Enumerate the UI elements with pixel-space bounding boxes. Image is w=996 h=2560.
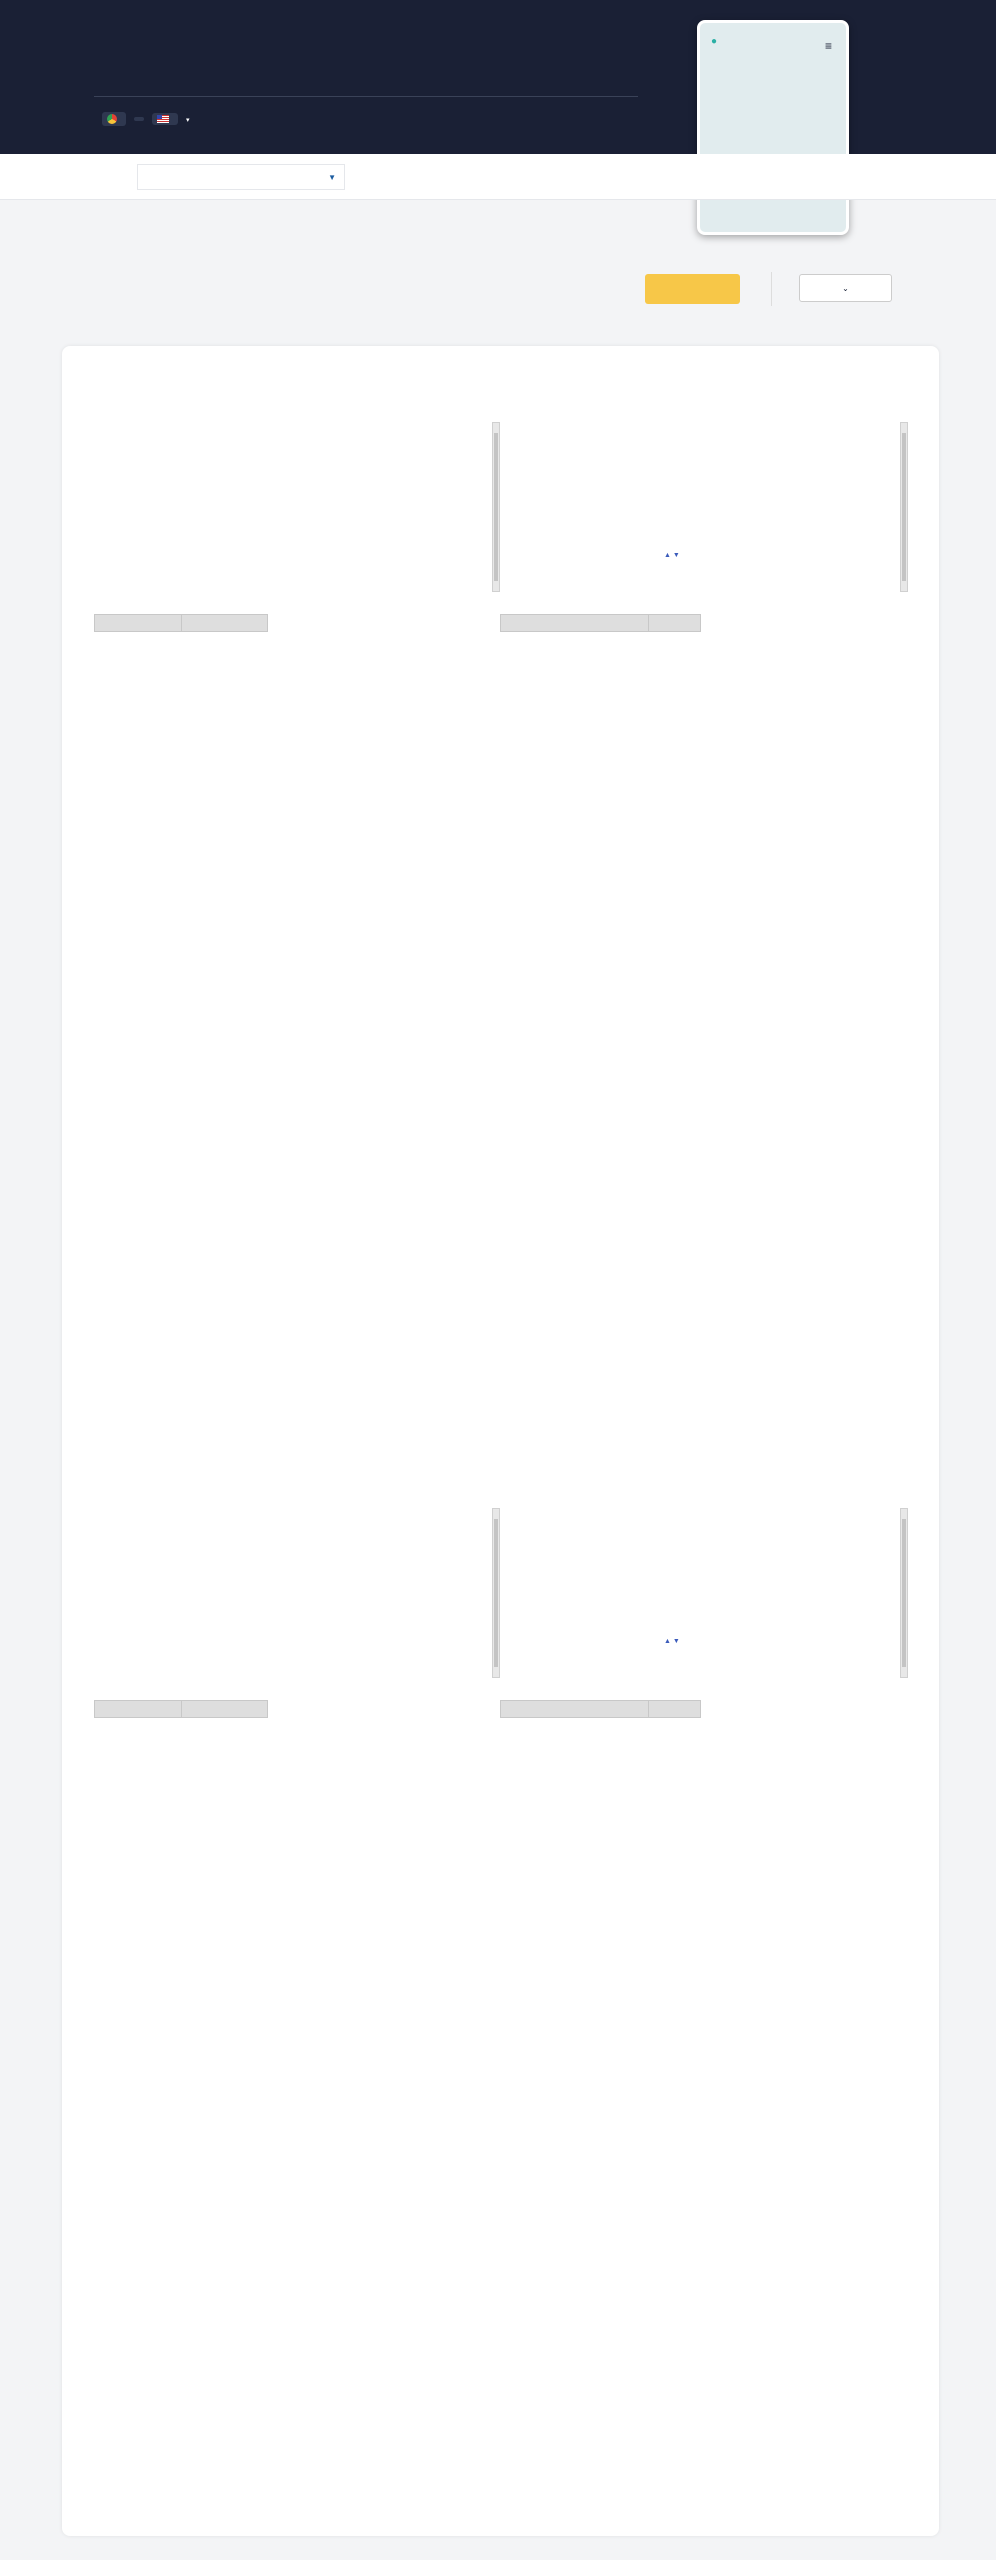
proc-category-table — [94, 614, 268, 632]
proc-scrollbar-left[interactable] — [492, 422, 500, 592]
chrome-icon — [107, 114, 117, 124]
proc-evt-pie — [550, 450, 660, 560]
hamburger-icon: ≡ — [824, 39, 832, 53]
toolbar-divider — [771, 272, 772, 306]
view-bar — [0, 154, 996, 200]
chevron-down-icon: ▾ — [186, 116, 190, 124]
proc-event-table — [500, 614, 701, 632]
export-files-button[interactable] — [799, 274, 892, 302]
test-meta — [94, 33, 114, 44]
us-flag-icon — [157, 115, 169, 123]
test-settings — [94, 112, 198, 126]
browser-chip — [102, 112, 126, 126]
col-event[interactable] — [501, 615, 649, 632]
col-time[interactable] — [649, 615, 701, 632]
timing-scrollbar-left[interactable] — [492, 1508, 500, 1678]
proc-cat-pie — [142, 450, 252, 560]
col-time[interactable] — [181, 1701, 268, 1718]
col-time[interactable] — [181, 615, 268, 632]
caret-down-icon: ▼ — [328, 173, 336, 182]
col-category[interactable] — [95, 1701, 182, 1718]
timing-category-table — [94, 1700, 268, 1718]
timing-scrollbar-right[interactable] — [900, 1508, 908, 1678]
more-menu[interactable] — [186, 114, 190, 125]
avada-logo: ● — [711, 36, 718, 47]
proc-evt-pager[interactable]: ▲ ▼ — [664, 552, 680, 559]
timing-cat-pie — [142, 1536, 252, 1646]
timing-evt-pager[interactable]: ▲ ▼ — [664, 1638, 680, 1645]
col-time[interactable] — [649, 1701, 701, 1718]
chevron-down-icon: ⌄ — [842, 284, 849, 293]
header-divider — [94, 96, 638, 97]
timing-evt-pie — [550, 1536, 660, 1646]
col-category[interactable] — [95, 615, 182, 632]
site-preview-card[interactable] — [697, 20, 849, 235]
timing-event-table — [500, 1700, 701, 1718]
location-chip — [152, 113, 178, 125]
breakdown-card — [62, 346, 939, 2536]
connection-chip — [134, 117, 144, 121]
view-select[interactable] — [137, 164, 345, 190]
proc-scrollbar-right[interactable] — [900, 422, 908, 592]
rerun-test-button[interactable] — [645, 274, 740, 304]
col-event[interactable] — [501, 1701, 649, 1718]
